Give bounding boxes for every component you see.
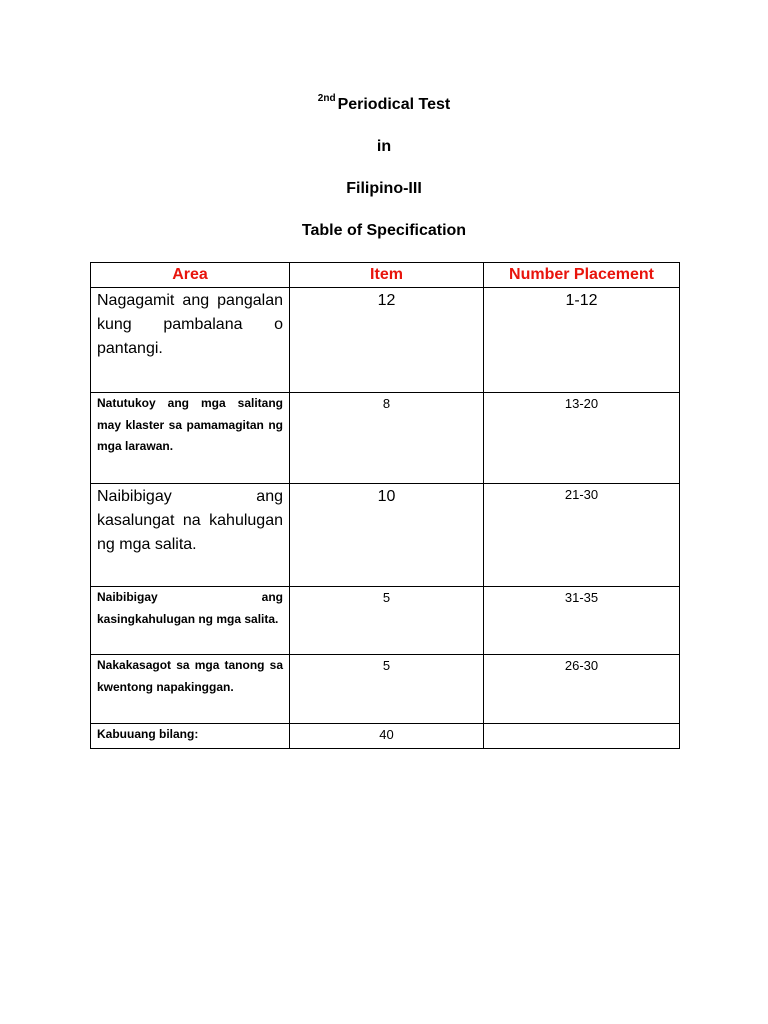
title-ordinal: 2nd [317, 93, 336, 104]
area-cell: Naibibigay ang kasingkahulugan ng mga salita. [91, 587, 290, 655]
area-cell: Naibibigay ang kasalungat na kahulugan ng mga salita. [91, 484, 290, 587]
total-label-cell: Kabuuang bilang: [91, 724, 290, 749]
title-subject: Filipino-III [346, 180, 422, 197]
specification-table [90, 262, 680, 749]
table-row [91, 655, 680, 724]
table-row [91, 393, 680, 484]
item-cell: 5 [290, 587, 484, 655]
area-cell: Nakakasagot sa mga tanong sa kwentong napakinggan. [91, 655, 290, 724]
table-row [91, 288, 680, 393]
table-header-row [91, 263, 680, 288]
title-table-of-specification: Table of Specification [301, 222, 467, 239]
table-row [91, 484, 680, 587]
total-placement-cell [484, 724, 680, 749]
table-row [91, 587, 680, 655]
title-in: in [376, 138, 392, 155]
title-periodical-text: Periodical Test [337, 96, 451, 113]
item-cell: 8 [290, 393, 484, 484]
placement-cell: 1-12 [484, 288, 680, 393]
total-item-cell: 40 [290, 724, 484, 749]
header-item: Item [290, 263, 484, 288]
table-total-row [91, 724, 680, 749]
area-cell: Nagagamit ang pangalan kung pambalana o pantangi. [91, 288, 290, 393]
area-cell: Natutukoy ang mga salitang may klaster sa pamamagitan ng mga larawan. [91, 393, 290, 484]
title-periodical-test [0, 93, 768, 114]
item-cell: 5 [290, 655, 484, 724]
item-cell: 12 [290, 288, 484, 393]
placement-cell: 13-20 [484, 393, 680, 484]
placement-cell: 31-35 [484, 587, 680, 655]
header-area: Area [91, 263, 290, 288]
header-number-placement: Number Placement [484, 263, 680, 288]
placement-cell: 26-30 [484, 655, 680, 724]
item-cell: 10 [290, 484, 484, 587]
placement-cell: 21-30 [484, 484, 680, 587]
